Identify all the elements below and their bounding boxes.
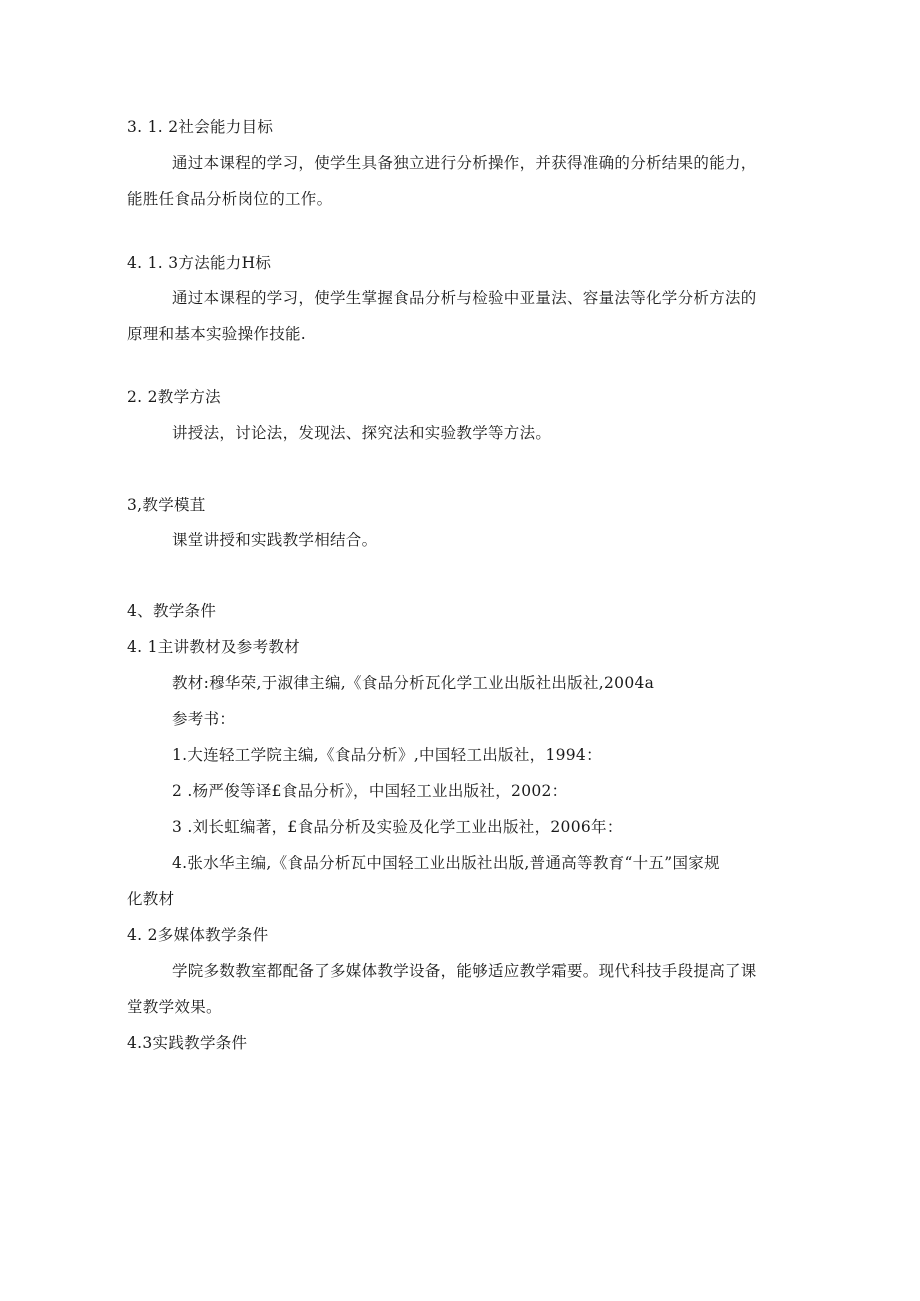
reference-item: 4.张水华主编,《食品分析瓦中国轻工业出版社出版,普通高等教育“十五”国家规 [172,854,720,872]
section-heading-4-3: 4.3实践教学条件 [127,1034,248,1052]
section-heading-2-2: 2. 2教学方法 [127,388,221,406]
paragraph: 课堂讲授和实践教学相结合。 [172,531,378,549]
section-heading-4-1: 4. 1主讲教材及参考教材 [127,638,300,656]
section-heading-4: 4、教学条件 [127,602,217,620]
paragraph: 通过本课程的学习，使学生掌握食品分析与检验中亚量法、容量法等化学分析方法的 [172,289,757,307]
section-heading-4-2: 4. 2多媒体教学条件 [127,926,269,944]
reference-label: 参考书： [172,710,236,728]
section-heading-4-1-3: 4. 1. 3方法能力H标 [127,254,272,272]
paragraph: 通过本课程的学习，使学生具备独立进行分析操作，并获得准确的分析结果的能力， [172,154,757,172]
reference-item: 3 .刘长虹编著，£食品分析及实验及化学工业出版社，2006年： [172,818,623,836]
reference-item: 1.大连轻工学院主编,《食品分析》,中国轻工出版社，1994： [172,746,602,764]
reference-item: 2 .杨严俊等译£食品分析》，中国轻工业出版社，2002： [172,782,568,800]
reference-item-continuation: 化教材 [127,890,175,908]
paragraph-continuation: 原理和基本实验操作技能. [127,325,307,343]
textbook-line: 教材:穆华荣,于淑律主编,《食品分析瓦化学工业出版社出版社,2004a [172,674,655,692]
section-heading-3: 3,教学模苴 [127,496,206,514]
paragraph: 学院多数教室都配备了多媒体教学设备，能够适应教学霜要。现代科技手段提高了课 [172,962,757,980]
section-heading-3-1-2: 3. 1. 2社会能力目标 [127,118,274,136]
paragraph-continuation: 堂教学效果。 [127,998,222,1016]
paragraph-continuation: 能胜任食品分析岗位的工作。 [127,190,333,208]
paragraph: 讲授法，讨论法，发现法、探究法和实验教学等方法。 [172,424,552,442]
